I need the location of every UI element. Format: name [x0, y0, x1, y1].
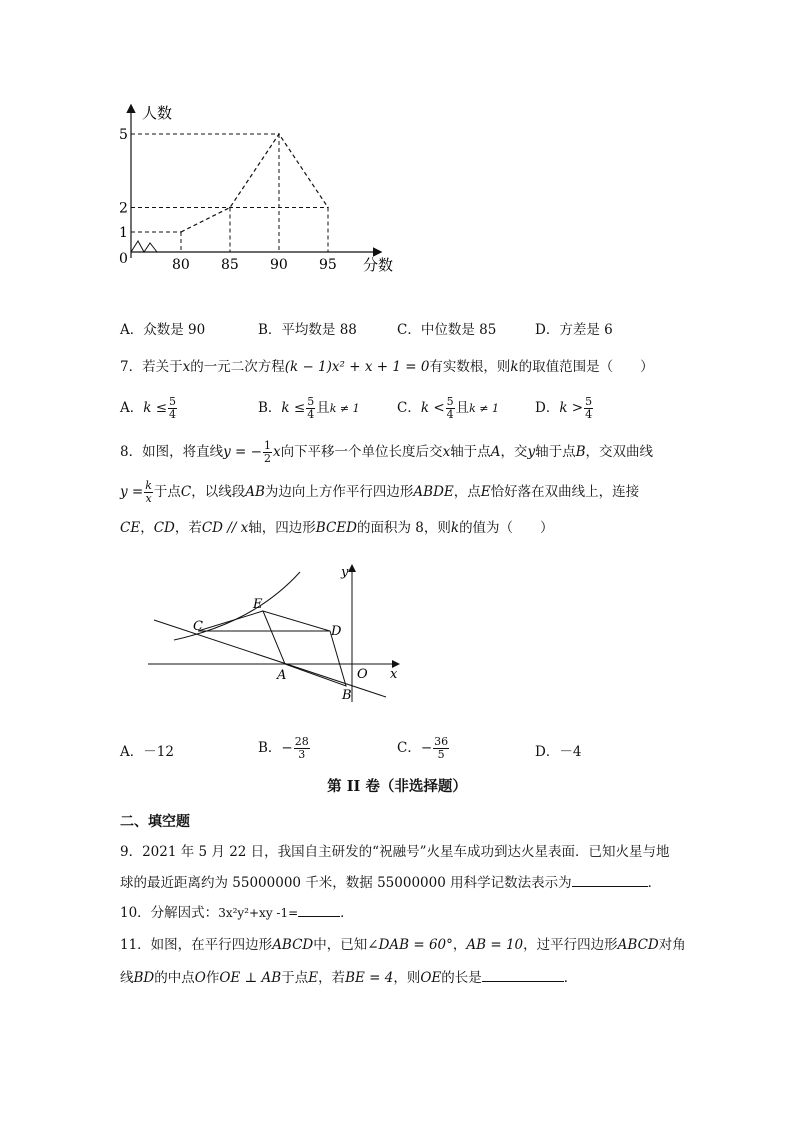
score-line-chart [110, 96, 410, 281]
fraction-numerator: 5 [446, 395, 454, 408]
q7-k: k [510, 359, 519, 375]
math: ∠DAB = 60° [367, 937, 453, 953]
q8-option-d: D．－4 [535, 744, 582, 760]
math: y [527, 444, 536, 460]
fraction-denominator: 4 [446, 408, 454, 421]
q10-expression: 3x²y²+xy -1= [218, 906, 299, 920]
math: k [450, 520, 460, 536]
q7-option-c-rel: k < [420, 400, 445, 416]
math: C [180, 484, 192, 500]
chart-x-label: 分数 [363, 256, 394, 274]
chart-y-label: 人数 [142, 104, 173, 122]
chart-x-tick-label: 95 [319, 257, 337, 273]
q7-option-a [120, 396, 178, 421]
chart-y-tick-label: 2 [119, 200, 128, 217]
label-b: B [342, 688, 352, 703]
fraction-numerator: 28 [294, 735, 309, 748]
text: 8．如图，将直线 [120, 444, 224, 460]
math: BD [133, 970, 155, 986]
q7-option-a-fraction [168, 396, 177, 421]
q7-option-d-rel: k > [559, 400, 584, 416]
q7-equation: (k − 1)x² + x + 1 = 0 [284, 359, 430, 375]
text: ，若 [318, 970, 346, 986]
q8-option-b-label: B．− [258, 740, 293, 756]
label-y: y [341, 565, 349, 580]
fraction-numerator: k [145, 479, 152, 492]
q7-mid2: 有实数根，则 [429, 359, 511, 375]
q8-option-c-label: C．− [397, 740, 433, 756]
text: ． [340, 905, 354, 921]
fraction-numerator: 5 [585, 395, 593, 408]
q10-stem [120, 902, 354, 923]
fraction-denominator: x [145, 492, 152, 505]
fraction-denominator: 4 [169, 408, 177, 421]
q11-answer-blank[interactable] [482, 967, 564, 982]
q8-option-c [397, 736, 450, 761]
fraction-denominator: 5 [437, 748, 445, 761]
text: ，若 [174, 520, 202, 536]
q7-option-d-fraction [584, 396, 593, 421]
math: BCED [315, 520, 357, 536]
math: A [490, 444, 501, 460]
math: OE ⊥ AB [219, 970, 282, 986]
math: ABCD [272, 937, 314, 953]
chart-series-line [181, 134, 328, 232]
q9-line-1: 9．2021 年 5 月 22 日，我国自主研发的“祝融号”火星车成功到达火星表面．已知火星与地 [120, 844, 670, 860]
text: 为边向上方作平行四边形 [264, 484, 414, 500]
text: 的中点 [154, 970, 195, 986]
q8-slope-fraction [263, 440, 272, 465]
q7-option-b-tail: 且 [316, 400, 330, 416]
math: BE = 4 [345, 970, 394, 986]
diagram-segment-ce [198, 611, 263, 631]
q7-option-d [535, 396, 594, 421]
math: y = − [223, 444, 262, 460]
chart-origin-label: 0 [119, 251, 128, 267]
chart-data-point [278, 133, 280, 135]
q9-answer-blank[interactable] [572, 872, 648, 887]
math: CD // x [201, 520, 249, 536]
text: 的面积为 8，则 [356, 520, 451, 536]
math: CD [153, 520, 175, 536]
q7-stem [120, 357, 654, 377]
text: ，点 [453, 484, 481, 500]
q7-option-c-label: C． [397, 400, 421, 416]
text: ． [563, 970, 578, 986]
text: 于点 [153, 484, 181, 500]
text: ， [140, 520, 154, 536]
label-c: C [193, 619, 203, 634]
q8-line-2 [120, 480, 639, 505]
label-o: O [357, 667, 368, 682]
q8-option-a: A．－12 [120, 744, 174, 760]
q7-mid1: 的一元二次方程 [190, 359, 285, 375]
q7-option-b-label: B． [258, 400, 282, 416]
q7-option-b-rel: k ≤ [281, 400, 306, 416]
text: ，以线段 [191, 484, 246, 500]
math: x [442, 444, 451, 460]
fraction-denominator: 2 [263, 452, 271, 465]
section-title: 第 II 卷（非选择题） [327, 778, 467, 795]
q8-option-b-fraction [294, 736, 310, 761]
chart-x-tick-label: 90 [270, 257, 288, 273]
math: AB = 10 [466, 937, 524, 953]
q7-option-c-tail: 且 [455, 400, 470, 416]
q6-option-a: A．众数是 90 [120, 322, 206, 338]
label-a: A [277, 668, 287, 683]
text: ，交 [500, 444, 528, 460]
fraction-numerator: 1 [263, 439, 271, 452]
q8-line-1 [120, 440, 653, 465]
text: 球的最近距离约为 55000000 千米，数据 55000000 用科学记数法表示为 [120, 875, 572, 891]
text: 11．如图，在平行四边形 [120, 937, 273, 953]
q7-option-a-label: A． [120, 400, 144, 416]
text: ，过平行四边形 [523, 937, 618, 953]
text: 的长是 [441, 970, 482, 986]
text: 轴于点 [535, 444, 576, 460]
math: y = [120, 484, 144, 500]
math: x [272, 444, 281, 460]
math: E [480, 484, 491, 500]
text: ，交双曲线 [585, 444, 653, 460]
q7-option-c [397, 396, 499, 421]
text: ， [452, 937, 467, 953]
q11-line-1 [120, 935, 686, 955]
math: ABCD [617, 937, 659, 953]
math: ABDE [413, 484, 454, 500]
label-x: x [390, 667, 398, 682]
text: 作 [205, 970, 220, 986]
q7-suffix: 的取值范围是（ ） [518, 359, 654, 375]
label-e: E [253, 597, 263, 612]
q8-geometry-diagram [140, 560, 410, 710]
text: 10．分解因式： [120, 905, 219, 921]
q8-line-3 [120, 518, 554, 538]
q7-option-b-fraction [306, 396, 315, 421]
q7-option-c-cond: k ≠ 1 [469, 402, 500, 415]
fraction-numerator: 36 [434, 735, 449, 748]
q10-answer-blank[interactable] [298, 902, 340, 917]
q7-option-c-fraction [446, 396, 455, 421]
chart-data-point [327, 207, 329, 209]
label-d: D [331, 624, 342, 639]
text: 的值为（ ） [459, 520, 554, 536]
text: ，则 [393, 970, 421, 986]
text: 向下平移一个单位长度后交 [280, 444, 443, 460]
q7-option-b [258, 396, 360, 421]
text: 恰好落在双曲线上，连接 [490, 484, 640, 500]
q11-line-2 [120, 967, 577, 988]
fraction-numerator: 5 [169, 395, 177, 408]
text: 于点 [281, 970, 309, 986]
chart-x-tick-label: 85 [221, 257, 239, 273]
math: E [308, 970, 319, 986]
q8-option-c-fraction [433, 736, 449, 761]
text: 轴，四边形 [248, 520, 316, 536]
chart-y-tick-label: 1 [119, 225, 128, 241]
q7-x: x [182, 359, 191, 375]
section-heading: 二、填空题 [120, 814, 190, 830]
chart-x-tick-label: 80 [172, 257, 190, 273]
chart-y-tick-label: 5 [119, 127, 128, 143]
text: 对角 [658, 937, 686, 953]
q7-option-d-label: D． [535, 400, 560, 416]
chart-data-point [180, 231, 182, 233]
diagram-line-ab [154, 620, 386, 697]
q9-line-2 [120, 872, 661, 893]
text: ． [647, 875, 662, 891]
q7-option-a-rel: k ≤ [143, 400, 168, 416]
q6-option-b: B．平均数是 88 [258, 322, 357, 338]
math: CE [120, 520, 141, 536]
chart-axis-break [131, 241, 157, 252]
q8-option-b [258, 736, 311, 761]
fraction-denominator: 4 [307, 408, 315, 421]
math: OE [420, 970, 442, 986]
fraction-denominator: 4 [585, 408, 593, 421]
q6-option-d: D．方差是 6 [535, 322, 613, 338]
text: 轴于点 [450, 444, 491, 460]
text: 中，已知 [313, 937, 368, 953]
fraction-numerator: 5 [307, 395, 315, 408]
text: 线 [120, 970, 134, 986]
q7-prefix: 7．若关于 [120, 359, 183, 375]
math: O [194, 970, 206, 986]
math: B [575, 444, 586, 460]
diagram-parallelogram [263, 611, 346, 686]
fraction-denominator: 3 [298, 748, 306, 761]
math: AB [245, 484, 265, 500]
q7-option-b-cond: k ≠ 1 [329, 402, 360, 415]
q6-option-c: C．中位数是 85 [397, 322, 497, 338]
chart-data-point [229, 207, 231, 209]
q8-hyperbola-fraction [144, 480, 153, 505]
